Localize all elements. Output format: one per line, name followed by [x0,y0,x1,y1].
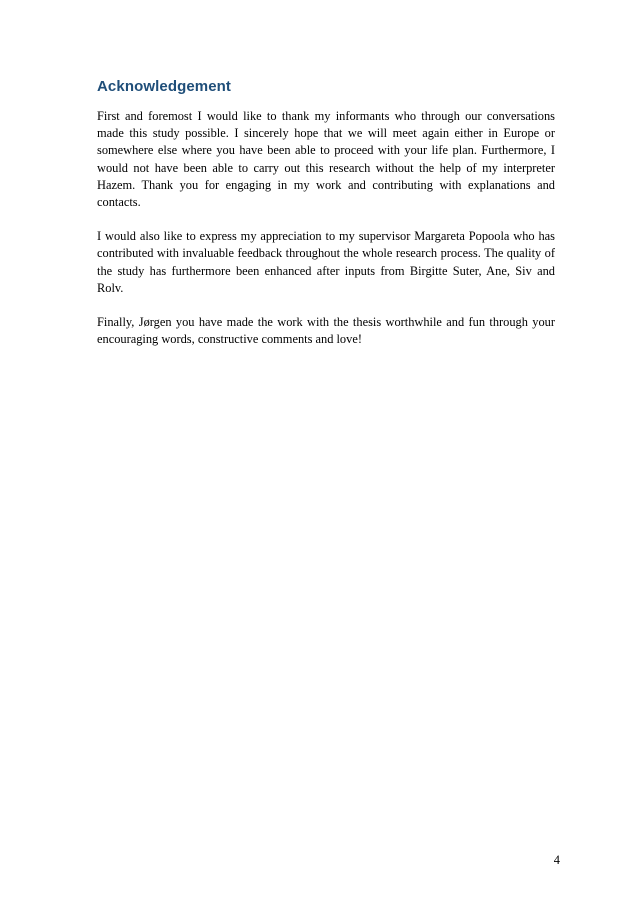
page-content [97,76,555,365]
page-number: 4 [553,853,560,867]
section-heading: Acknowledgement [97,78,232,95]
paragraph-closing: Finally, Jørgen you have made the work with the thesis worthwhile and fun through your encouraging words, constructive comments and love! [97,315,555,347]
paragraph-supervisor: I would also like to express my appreciation to my supervisor Margareta Popoola who has contributed with invaluable feedback throughout the whole research process. The quality of the study has furthermore been enhanced after inputs from Birgitte Suter, Ane, Siv and Rolv. [97,229,555,295]
paragraph-informants: First and foremost I would like to thank my informants who through our conversations made this study possible. I sincerely hope that we will meet again either in Europe or somewhere else where you have been able to proceed with your life plan. Furthermore, I would not have been able to carry out this research without the help of my interpreter Hazem. Thank you for engaging in my work and contributing with explanations and contacts. [97,109,555,210]
